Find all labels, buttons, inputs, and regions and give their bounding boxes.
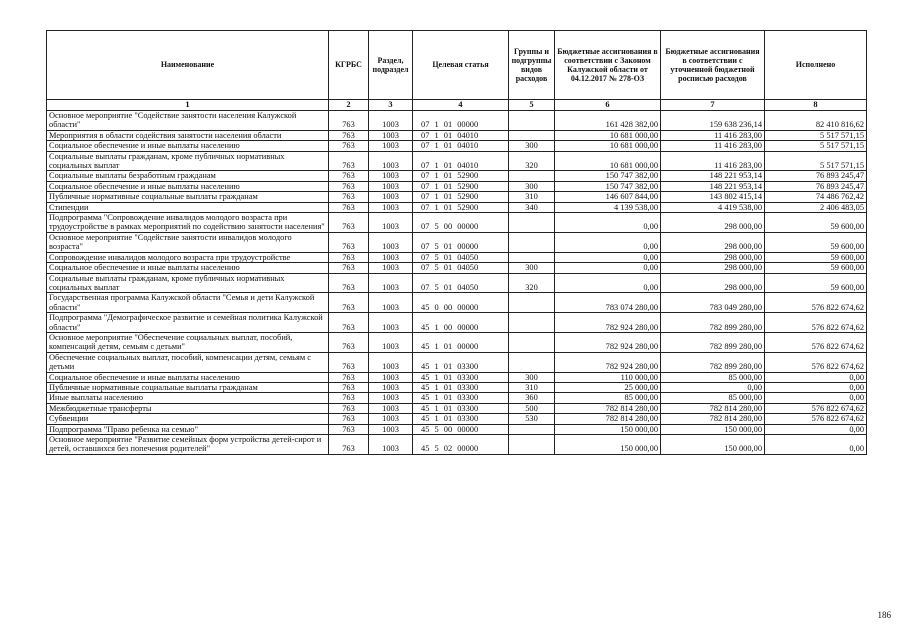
- row-executed-amount: 576 822 674,62: [765, 332, 867, 352]
- table-row: [47, 313, 867, 333]
- row-expense-group: 300: [509, 263, 555, 273]
- row-executed-amount: 74 486 762,42: [765, 192, 867, 202]
- header-name: Наименование: [47, 31, 329, 100]
- row-razdel: 1003: [369, 372, 413, 382]
- row-razdel: 1003: [369, 403, 413, 413]
- row-name: Основное мероприятие "Содействие занятости инвалидов молодого возраста": [47, 232, 329, 252]
- row-kgrbs: 763: [329, 141, 369, 151]
- column-number: 1: [47, 100, 329, 111]
- row-law-amount: 0,00: [555, 213, 661, 233]
- column-number: 6: [555, 100, 661, 111]
- row-name: Основное мероприятие "Обеспечение социальных выплат, пособий, компенсаций детям, семьям с детьми": [47, 332, 329, 352]
- row-law-amount: 150 747 382,00: [555, 181, 661, 191]
- table-row: [47, 202, 867, 212]
- row-expense-group: 320: [509, 273, 555, 293]
- row-name: Социальное обеспечение и иные выплаты населению: [47, 141, 329, 151]
- row-target-article: 07 1 01 52900: [413, 192, 509, 202]
- row-expense-group: 300: [509, 141, 555, 151]
- row-plan-amount: 782 814 280,00: [661, 403, 765, 413]
- column-number: 8: [765, 100, 867, 111]
- row-name: Социальное обеспечение и иные выплаты населению: [47, 181, 329, 191]
- row-kgrbs: 763: [329, 252, 369, 262]
- row-razdel: 1003: [369, 213, 413, 233]
- row-expense-group: [509, 130, 555, 140]
- row-expense-group: [509, 313, 555, 333]
- header-target-article: Целевая статья: [413, 31, 509, 100]
- row-executed-amount: 5 517 571,15: [765, 130, 867, 140]
- row-name: Подпрограмма "Сопровождение инвалидов молодого возраста при трудоустройстве в рамках мероприятий по содействию занятости населения": [47, 213, 329, 233]
- row-plan-amount: 159 638 236,14: [661, 111, 765, 131]
- row-target-article: 45 1 01 03300: [413, 352, 509, 372]
- row-law-amount: 161 428 382,00: [555, 111, 661, 131]
- row-law-amount: 110 000,00: [555, 372, 661, 382]
- row-expense-group: 300: [509, 372, 555, 382]
- header-law-allocations: Бюджетные ассигнования в соответствии с Законом Калужской области от 04.12.2017 № 278-ОЗ: [555, 31, 661, 100]
- row-name: Социальные выплаты безработным гражданам: [47, 171, 329, 181]
- row-executed-amount: 59 600,00: [765, 232, 867, 252]
- row-expense-group: 360: [509, 393, 555, 403]
- row-target-article: 45 0 00 00000: [413, 293, 509, 313]
- row-kgrbs: 763: [329, 171, 369, 181]
- row-name: Публичные нормативные социальные выплаты гражданам: [47, 382, 329, 392]
- table-row: [47, 393, 867, 403]
- row-executed-amount: 5 517 571,15: [765, 141, 867, 151]
- row-razdel: 1003: [369, 293, 413, 313]
- row-name: Основное мероприятие "Развитие семейных форм устройства детей-сирот и детей, оставшихся без попечения родителей": [47, 435, 329, 455]
- header-razdel: Раздел, подраздел: [369, 31, 413, 100]
- row-target-article: 07 5 01 04050: [413, 252, 509, 262]
- row-plan-amount: 85 000,00: [661, 372, 765, 382]
- row-law-amount: 10 681 000,00: [555, 141, 661, 151]
- row-razdel: 1003: [369, 252, 413, 262]
- row-razdel: 1003: [369, 171, 413, 181]
- row-name: Подпрограмма "Демографическое развитие и семейная политика Калужской области": [47, 313, 329, 333]
- table-row: [47, 382, 867, 392]
- row-kgrbs: 763: [329, 332, 369, 352]
- row-kgrbs: 763: [329, 232, 369, 252]
- row-expense-group: [509, 213, 555, 233]
- row-expense-group: 310: [509, 192, 555, 202]
- row-kgrbs: 763: [329, 181, 369, 191]
- row-executed-amount: 82 410 816,62: [765, 111, 867, 131]
- row-target-article: 45 1 01 03300: [413, 382, 509, 392]
- page-number: 186: [877, 610, 891, 620]
- row-expense-group: 340: [509, 202, 555, 212]
- row-expense-group: 320: [509, 151, 555, 171]
- table-row: [47, 151, 867, 171]
- row-target-article: 07 1 01 04010: [413, 130, 509, 140]
- row-executed-amount: 5 517 571,15: [765, 151, 867, 171]
- row-executed-amount: 576 822 674,62: [765, 403, 867, 413]
- row-name: Стипендии: [47, 202, 329, 212]
- row-kgrbs: 763: [329, 424, 369, 434]
- table-row: [47, 252, 867, 262]
- row-law-amount: 782 924 280,00: [555, 352, 661, 372]
- row-law-amount: 782 924 280,00: [555, 332, 661, 352]
- row-name: Основное мероприятие "Содействие занятости населения Калужской области": [47, 111, 329, 131]
- row-executed-amount: 76 893 245,47: [765, 181, 867, 191]
- row-plan-amount: 11 416 283,00: [661, 151, 765, 171]
- row-name: Государственная программа Калужской области "Семья и дети Калужской области": [47, 293, 329, 313]
- row-target-article: 07 5 01 04050: [413, 263, 509, 273]
- row-executed-amount: 0,00: [765, 424, 867, 434]
- row-plan-amount: 782 899 280,00: [661, 332, 765, 352]
- row-kgrbs: 763: [329, 372, 369, 382]
- row-plan-amount: 782 814 280,00: [661, 414, 765, 424]
- row-kgrbs: 763: [329, 414, 369, 424]
- row-law-amount: 0,00: [555, 232, 661, 252]
- row-target-article: 07 1 01 04010: [413, 151, 509, 171]
- table-row: [47, 403, 867, 413]
- column-number: 4: [413, 100, 509, 111]
- row-razdel: 1003: [369, 382, 413, 392]
- table-row: [47, 192, 867, 202]
- row-plan-amount: 783 049 280,00: [661, 293, 765, 313]
- row-kgrbs: 763: [329, 273, 369, 293]
- row-target-article: 07 1 01 52900: [413, 181, 509, 191]
- row-executed-amount: 59 600,00: [765, 252, 867, 262]
- row-target-article: 07 1 01 04010: [413, 141, 509, 151]
- row-law-amount: 25 000,00: [555, 382, 661, 392]
- row-expense-group: [509, 332, 555, 352]
- row-plan-amount: 782 899 280,00: [661, 352, 765, 372]
- row-executed-amount: 59 600,00: [765, 273, 867, 293]
- column-number: 3: [369, 100, 413, 111]
- row-law-amount: 0,00: [555, 263, 661, 273]
- row-kgrbs: 763: [329, 393, 369, 403]
- row-target-article: 45 5 02 00000: [413, 435, 509, 455]
- row-executed-amount: 0,00: [765, 435, 867, 455]
- row-razdel: 1003: [369, 332, 413, 352]
- row-executed-amount: 576 822 674,62: [765, 414, 867, 424]
- table-row: [47, 372, 867, 382]
- row-expense-group: [509, 111, 555, 131]
- row-expense-group: 500: [509, 403, 555, 413]
- row-plan-amount: 4 419 538,00: [661, 202, 765, 212]
- row-target-article: 07 1 01 00000: [413, 111, 509, 131]
- row-razdel: 1003: [369, 202, 413, 212]
- row-plan-amount: 298 000,00: [661, 232, 765, 252]
- row-name: Социальные выплаты гражданам, кроме публичных нормативных социальных выплат: [47, 273, 329, 293]
- row-expense-group: [509, 352, 555, 372]
- table-row: [47, 435, 867, 455]
- row-name: Обеспечение социальных выплат, пособий, компенсации детям, семьям с детьми: [47, 352, 329, 372]
- table-row: [47, 213, 867, 233]
- row-plan-amount: 143 802 415,14: [661, 192, 765, 202]
- row-law-amount: 150 747 382,00: [555, 171, 661, 181]
- row-expense-group: [509, 252, 555, 262]
- table-row: [47, 130, 867, 140]
- row-razdel: 1003: [369, 414, 413, 424]
- row-name: Социальное обеспечение и иные выплаты населению: [47, 263, 329, 273]
- table-row: [47, 171, 867, 181]
- row-name: Сопровождение инвалидов молодого возраста при трудоустройстве: [47, 252, 329, 262]
- row-razdel: 1003: [369, 313, 413, 333]
- row-razdel: 1003: [369, 232, 413, 252]
- row-expense-group: [509, 171, 555, 181]
- row-razdel: 1003: [369, 111, 413, 131]
- row-executed-amount: 576 822 674,62: [765, 352, 867, 372]
- row-kgrbs: 763: [329, 202, 369, 212]
- row-executed-amount: 59 600,00: [765, 213, 867, 233]
- table-row: [47, 414, 867, 424]
- row-law-amount: 10 681 000,00: [555, 151, 661, 171]
- row-expense-group: [509, 232, 555, 252]
- table-row: [47, 232, 867, 252]
- row-plan-amount: 85 000,00: [661, 393, 765, 403]
- row-law-amount: 10 681 000,00: [555, 130, 661, 140]
- table-row: [47, 141, 867, 151]
- row-plan-amount: 11 416 283,00: [661, 141, 765, 151]
- table-row: [47, 424, 867, 434]
- row-razdel: 1003: [369, 151, 413, 171]
- column-number: 5: [509, 100, 555, 111]
- header-row: [47, 31, 867, 100]
- row-expense-group: 300: [509, 181, 555, 191]
- row-kgrbs: 763: [329, 151, 369, 171]
- row-kgrbs: 763: [329, 435, 369, 455]
- table-row: [47, 273, 867, 293]
- column-number-row: [47, 100, 867, 111]
- row-target-article: 07 5 01 00000: [413, 232, 509, 252]
- row-razdel: 1003: [369, 352, 413, 372]
- table-row: [47, 111, 867, 131]
- row-expense-group: [509, 293, 555, 313]
- table-row: [47, 293, 867, 313]
- row-executed-amount: 576 822 674,62: [765, 293, 867, 313]
- row-plan-amount: 298 000,00: [661, 273, 765, 293]
- row-law-amount: 782 814 280,00: [555, 414, 661, 424]
- row-expense-group: 310: [509, 382, 555, 392]
- row-plan-amount: 11 416 283,00: [661, 130, 765, 140]
- row-plan-amount: 298 000,00: [661, 263, 765, 273]
- row-plan-amount: 298 000,00: [661, 252, 765, 262]
- row-kgrbs: 763: [329, 111, 369, 131]
- row-kgrbs: 763: [329, 352, 369, 372]
- row-name: Межбюджетные трансферты: [47, 403, 329, 413]
- row-razdel: 1003: [369, 263, 413, 273]
- row-law-amount: 150 000,00: [555, 435, 661, 455]
- budget-table: [46, 30, 867, 455]
- row-executed-amount: 0,00: [765, 372, 867, 382]
- row-target-article: 07 5 01 04050: [413, 273, 509, 293]
- row-executed-amount: 0,00: [765, 393, 867, 403]
- row-executed-amount: 2 406 483,05: [765, 202, 867, 212]
- row-kgrbs: 763: [329, 403, 369, 413]
- row-law-amount: 0,00: [555, 252, 661, 262]
- row-kgrbs: 763: [329, 213, 369, 233]
- row-law-amount: 146 607 844,00: [555, 192, 661, 202]
- row-target-article: 45 1 01 03300: [413, 393, 509, 403]
- row-name: Социальные выплаты гражданам, кроме публичных нормативных социальных выплат: [47, 151, 329, 171]
- row-razdel: 1003: [369, 181, 413, 191]
- row-target-article: 07 5 00 00000: [413, 213, 509, 233]
- row-plan-amount: 298 000,00: [661, 213, 765, 233]
- row-kgrbs: 763: [329, 192, 369, 202]
- row-target-article: 45 1 01 03300: [413, 414, 509, 424]
- row-name: Подпрограмма "Право ребенка на семью": [47, 424, 329, 434]
- row-plan-amount: 150 000,00: [661, 435, 765, 455]
- row-plan-amount: 148 221 953,14: [661, 181, 765, 191]
- table-row: [47, 352, 867, 372]
- row-target-article: 07 1 01 52900: [413, 202, 509, 212]
- row-expense-group: 530: [509, 414, 555, 424]
- row-razdel: 1003: [369, 141, 413, 151]
- row-executed-amount: 0,00: [765, 382, 867, 392]
- row-target-article: 45 1 01 03300: [413, 403, 509, 413]
- column-number: 7: [661, 100, 765, 111]
- table-row: [47, 332, 867, 352]
- header-kgrbs: КГРБС: [329, 31, 369, 100]
- row-name: Публичные нормативные социальные выплаты гражданам: [47, 192, 329, 202]
- row-plan-amount: 0,00: [661, 382, 765, 392]
- row-razdel: 1003: [369, 130, 413, 140]
- column-number: 2: [329, 100, 369, 111]
- row-law-amount: 4 139 538,00: [555, 202, 661, 212]
- table-row: [47, 181, 867, 191]
- row-expense-group: [509, 424, 555, 434]
- budget-table-sheet: [46, 30, 866, 455]
- row-razdel: 1003: [369, 393, 413, 403]
- row-target-article: 45 1 01 00000: [413, 332, 509, 352]
- row-kgrbs: 763: [329, 382, 369, 392]
- row-target-article: 45 1 00 00000: [413, 313, 509, 333]
- header-executed: Исполнено: [765, 31, 867, 100]
- row-kgrbs: 763: [329, 293, 369, 313]
- row-law-amount: 782 924 280,00: [555, 313, 661, 333]
- row-kgrbs: 763: [329, 313, 369, 333]
- row-name: Иные выплаты населению: [47, 393, 329, 403]
- row-target-article: 45 1 01 03300: [413, 372, 509, 382]
- row-law-amount: 783 074 280,00: [555, 293, 661, 313]
- row-name: Субвенции: [47, 414, 329, 424]
- header-refined-allocations: Бюджетные ассигнования в соответствии с уточненной бюджетной росписью расходов: [661, 31, 765, 100]
- row-executed-amount: 76 893 245,47: [765, 171, 867, 181]
- row-plan-amount: 150 000,00: [661, 424, 765, 434]
- row-kgrbs: 763: [329, 130, 369, 140]
- row-expense-group: [509, 435, 555, 455]
- row-plan-amount: 148 221 953,14: [661, 171, 765, 181]
- table-row: [47, 263, 867, 273]
- row-law-amount: 0,00: [555, 273, 661, 293]
- row-law-amount: 85 000,00: [555, 393, 661, 403]
- row-target-article: 07 1 01 52900: [413, 171, 509, 181]
- row-name: Мероприятия в области содействия занятости населения области: [47, 130, 329, 140]
- row-name: Социальное обеспечение и иные выплаты населению: [47, 372, 329, 382]
- row-executed-amount: 59 600,00: [765, 263, 867, 273]
- row-razdel: 1003: [369, 424, 413, 434]
- row-razdel: 1003: [369, 435, 413, 455]
- table-body: [47, 111, 867, 455]
- row-razdel: 1003: [369, 192, 413, 202]
- row-target-article: 45 5 00 00000: [413, 424, 509, 434]
- row-executed-amount: 576 822 674,62: [765, 313, 867, 333]
- row-law-amount: 782 814 280,00: [555, 403, 661, 413]
- row-razdel: 1003: [369, 273, 413, 293]
- header-expense-groups: Группы и подгруппы видов расходов: [509, 31, 555, 100]
- row-law-amount: 150 000,00: [555, 424, 661, 434]
- row-kgrbs: 763: [329, 263, 369, 273]
- row-plan-amount: 782 899 280,00: [661, 313, 765, 333]
